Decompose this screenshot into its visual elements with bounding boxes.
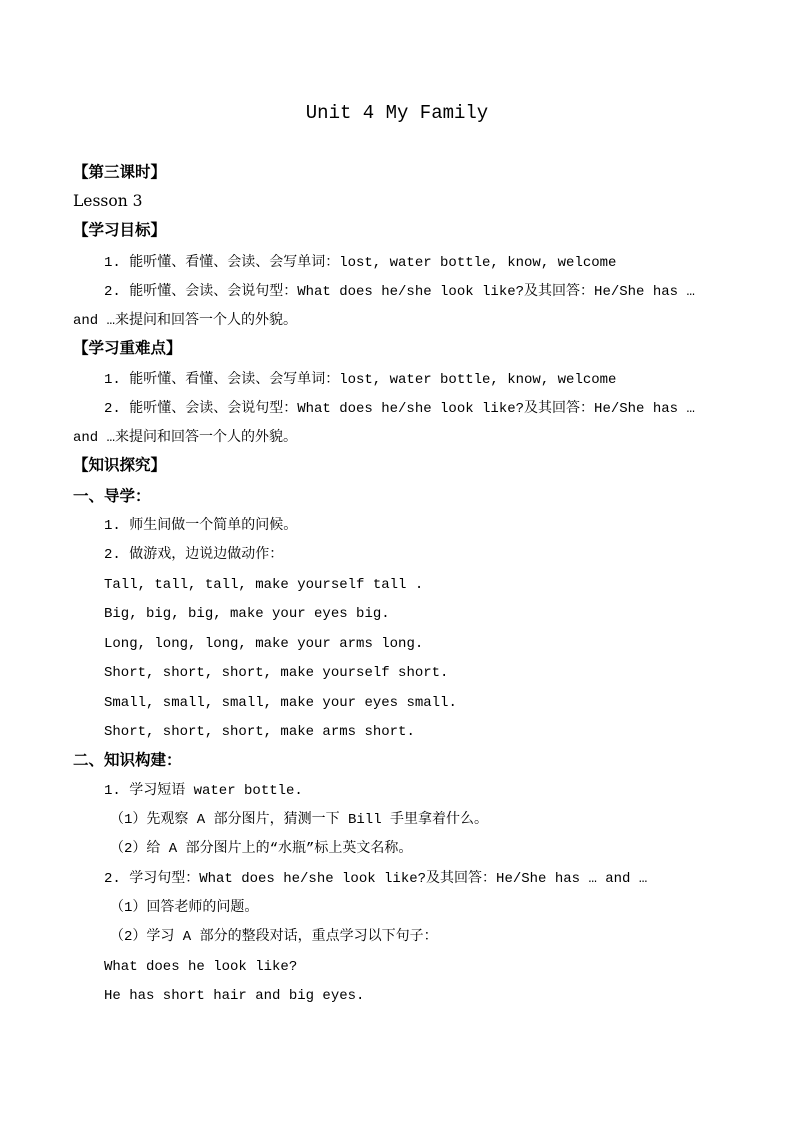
period-heading: 【第三课时】 (73, 163, 167, 181)
lesson-label: Lesson 3 (73, 192, 143, 210)
section-2-item-1-a: （1）先观察 A 部分图片，猜测一下 Bill 手里拿着什么。 (110, 812, 489, 828)
explore-heading: 【知识探究】 (73, 456, 167, 474)
section-2-item-2: 2. 学习句型：What does he/she look like?及其回答：He/She has … and … (104, 871, 648, 887)
goal-item-2-continued: and …来提问和回答一个人的外貌。 (73, 313, 298, 329)
chant-line: Tall, tall, tall, make yourself tall . (104, 577, 424, 593)
section-2-item-2-a: （1）回答老师的问题。 (110, 900, 259, 916)
section-1-heading: 一、导学： (73, 487, 151, 505)
section-2-heading: 二、知识构建： (73, 751, 182, 769)
key-item-1: 1. 能听懂、看懂、会读、会写单词：lost, water bottle, know, welcome (104, 372, 617, 388)
goal-item-1: 1. 能听懂、看懂、会读、会写单词：lost, water bottle, know, welcome (104, 255, 617, 271)
chant-line: Big, big, big, make your eyes big. (104, 606, 390, 622)
example-sentence: What does he look like? (104, 959, 298, 975)
goals-heading: 【学习目标】 (73, 221, 167, 239)
document-title: Unit 4 My Family (305, 102, 489, 124)
chant-line: Small, small, small, make your eyes small. (104, 695, 457, 711)
goal-item-2: 2. 能听懂、会读、会说句型：What does he/she look like?及其回答：He/She has … (104, 284, 695, 300)
section-2-item-1-b: （2）给 A 部分图片上的“水瓶”标上英文名称。 (110, 841, 413, 857)
section-1-item-1: 1. 师生间做一个简单的问候。 (104, 518, 298, 534)
section-2-item-1: 1. 学习短语 water bottle. (104, 783, 303, 799)
chant-line: Short, short, short, make arms short. (104, 724, 415, 740)
section-2-item-2-b: （2）学习 A 部分的整段对话，重点学习以下句子： (110, 929, 438, 945)
section-1-item-2: 2. 做游戏，边说边做动作： (104, 547, 284, 563)
key-item-2: 2. 能听懂、会读、会说句型：What does he/she look like?及其回答：He/She has … (104, 401, 695, 417)
key-points-heading: 【学习重难点】 (73, 339, 182, 357)
example-sentence: He has short hair and big eyes. (104, 988, 365, 1004)
key-item-2-continued: and …来提问和回答一个人的外貌。 (73, 430, 298, 446)
chant-line: Short, short, short, make yourself short. (104, 665, 449, 681)
chant-line: Long, long, long, make your arms long. (104, 636, 424, 652)
